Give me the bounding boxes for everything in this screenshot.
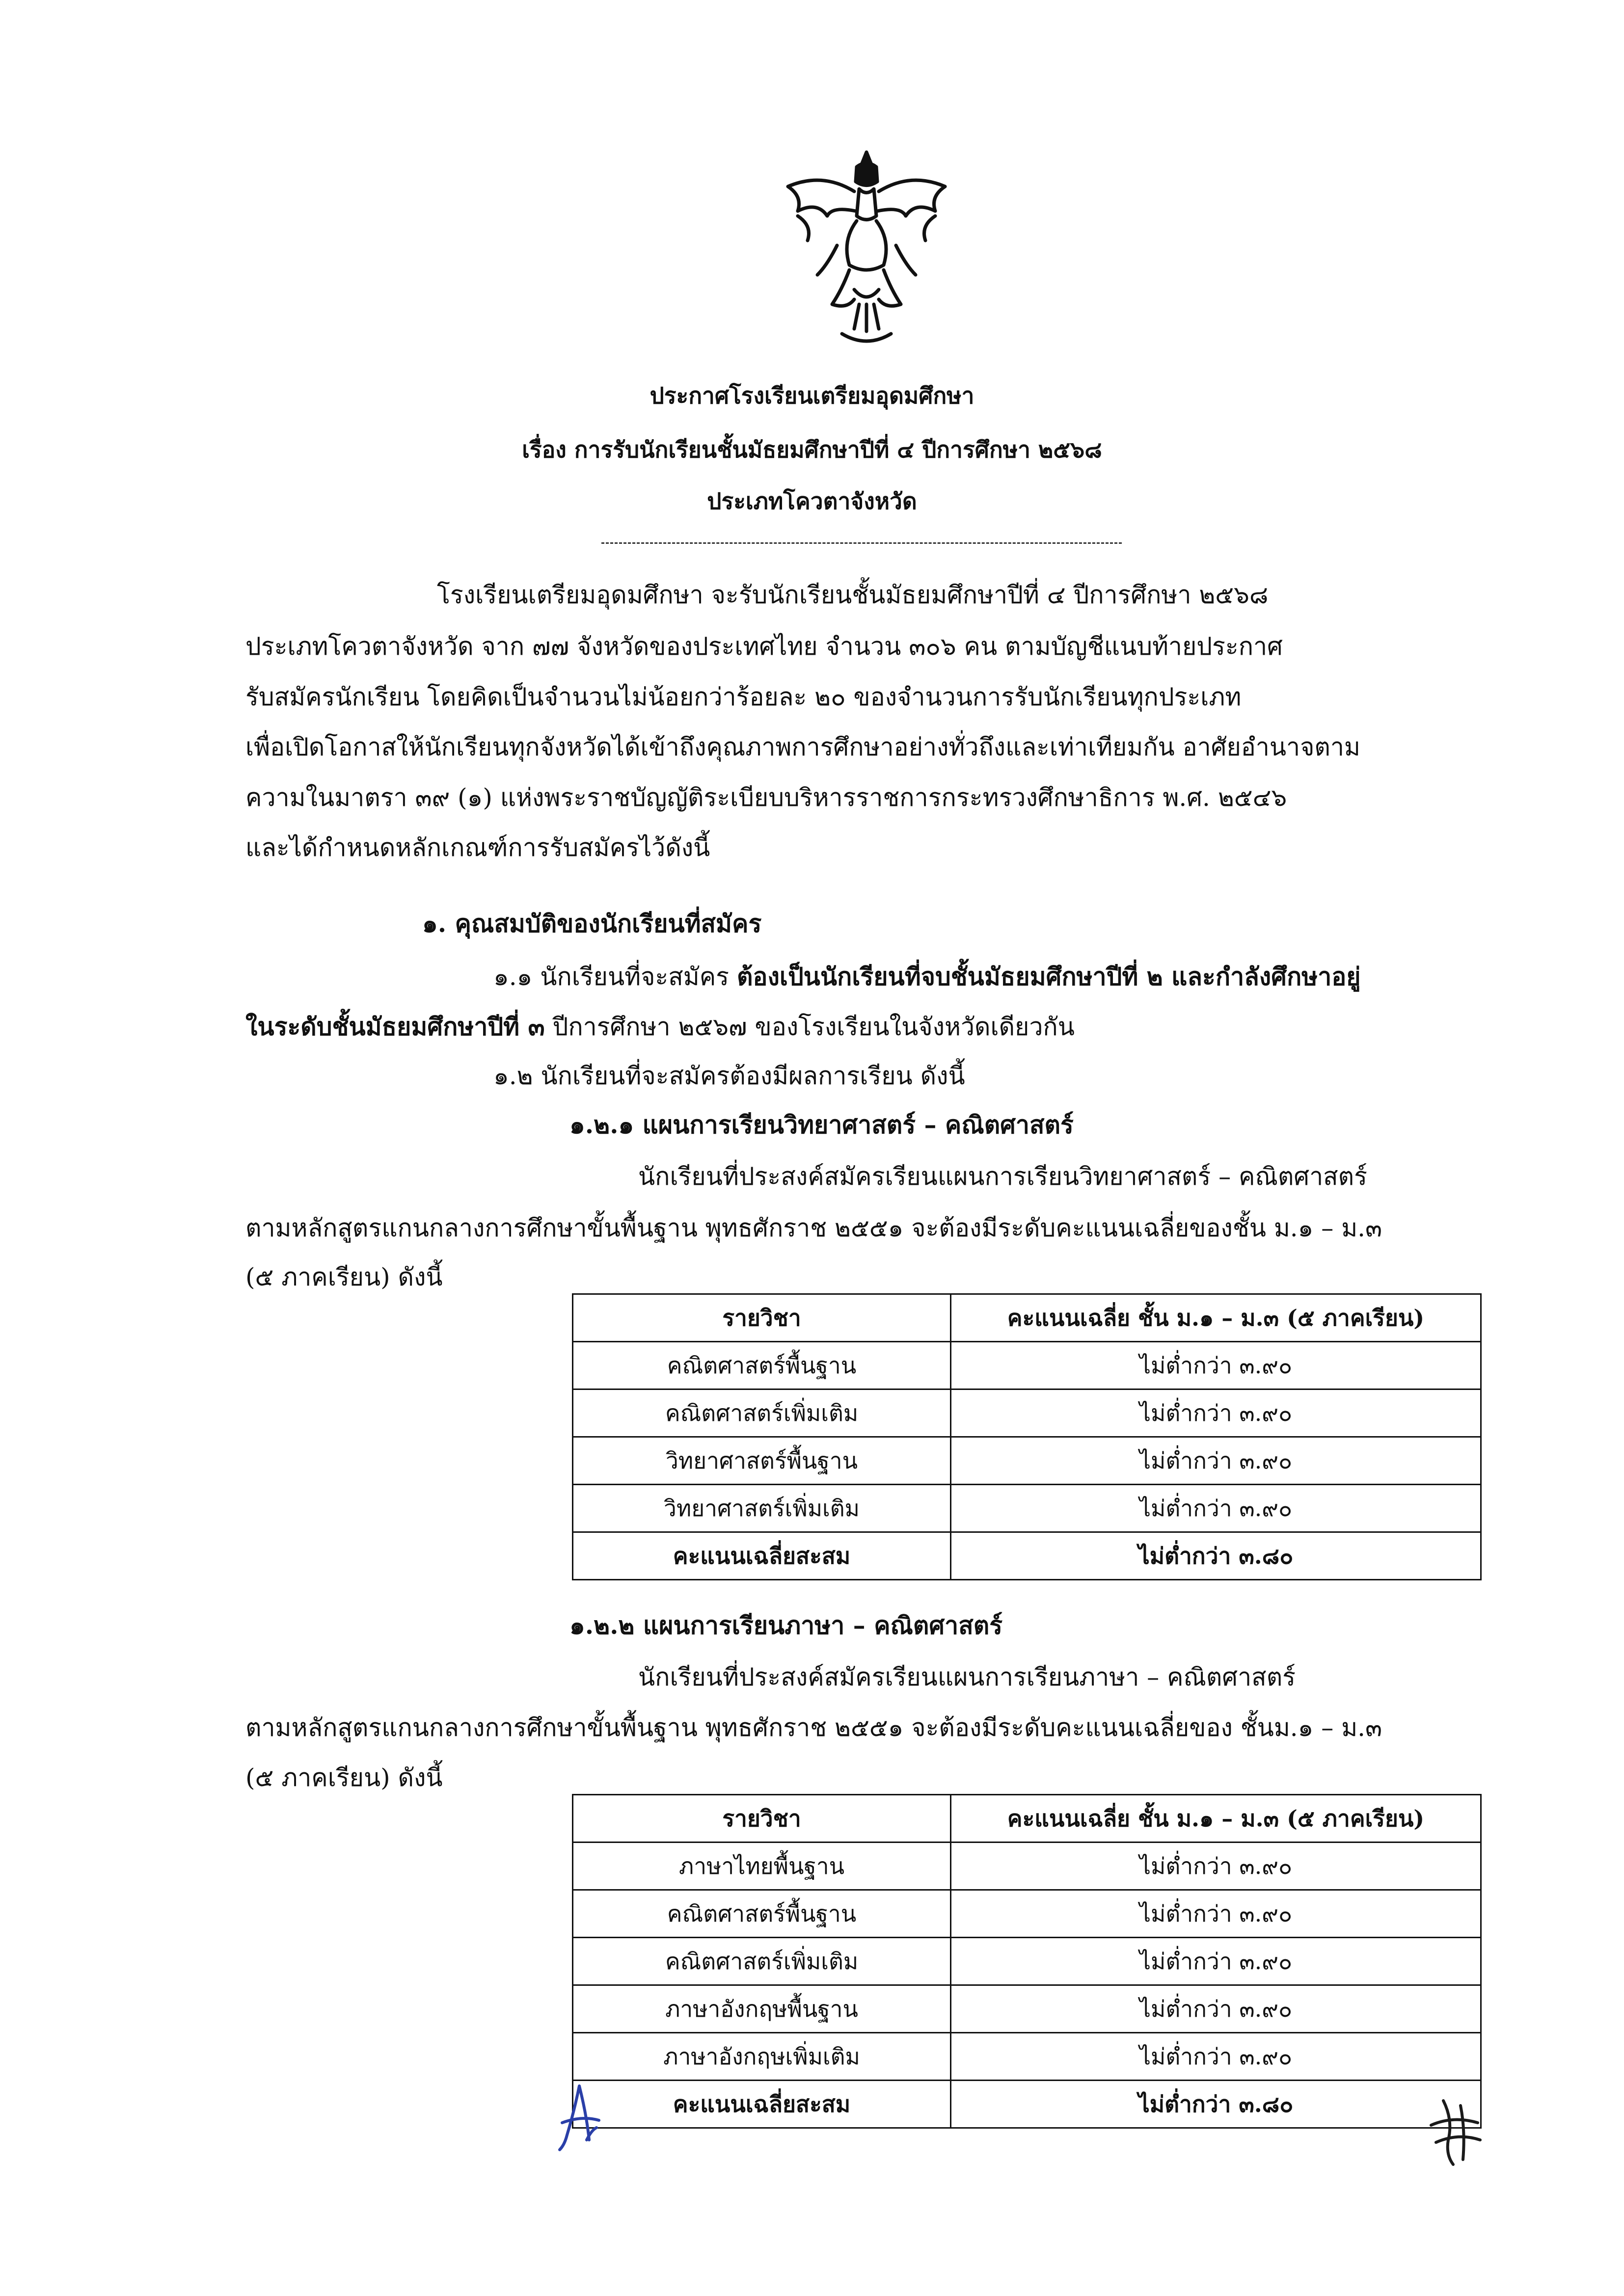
plan-2-score-table	[572, 1794, 1482, 2129]
subject-cell: คณิตศาสตร์พื้นฐาน	[573, 1890, 951, 1938]
intro-line-5: ความในมาตรา ๓๙ (๑) แห่งพระราชบัญญัติระเบียบบริหารราชการกระทรวงศึกษาธิการ พ.ศ. ๒๕๔๖	[245, 783, 1287, 812]
table-row	[573, 1437, 1481, 1485]
score-cell: ไม่ต่ำกว่า ๓.๙๐	[951, 1890, 1481, 1938]
score-cell: ไม่ต่ำกว่า ๓.๙๐	[951, 2033, 1481, 2081]
item-1-1-line-2	[245, 1011, 1075, 1042]
score-cell: ไม่ต่ำกว่า ๓.๙๐	[951, 1342, 1481, 1389]
initial-signature-left-icon	[552, 2081, 606, 2155]
plan-1-score-table	[572, 1293, 1482, 1580]
summary-score: ไม่ต่ำกว่า ๓.๘๐	[951, 2081, 1481, 2128]
table-row	[573, 1842, 1481, 1890]
plan-1-desc-1: นักเรียนที่ประสงค์สมัครเรียนแผนการเรียนวิทยาศาสตร์ – คณิตศาสตร์	[638, 1162, 1368, 1191]
subject-cell: ภาษาอังกฤษพื้นฐาน	[573, 1985, 951, 2033]
col-subject-header: รายวิชา	[573, 1294, 951, 1342]
subject-cell: คณิตศาสตร์เพิ่มเติม	[573, 1389, 951, 1437]
table-summary-row	[573, 1532, 1481, 1580]
plan-1-heading: ๑.๒.๑ แผนการเรียนวิทยาศาสตร์ – คณิตศาสตร์	[569, 1110, 1074, 1139]
plan-2-heading: ๑.๒.๒ แผนการเรียนภาษา – คณิตศาสตร์	[569, 1611, 1003, 1640]
score-cell: ไม่ต่ำกว่า ๓.๙๐	[951, 1985, 1481, 2033]
plan-2-desc-1: นักเรียนที่ประสงค์สมัครเรียนแผนการเรียนภาษา – คณิตศาสตร์	[638, 1663, 1296, 1691]
table-row	[573, 2033, 1481, 2081]
garuda-emblem-icon	[768, 142, 965, 358]
intro-line-3: รับสมัครนักเรียน โดยคิดเป็นจำนวนไม่น้อยกว่าร้อยละ ๒๐ ของจำนวนการรับนักเรียนทุกประเภท	[245, 683, 1242, 711]
score-cell: ไม่ต่ำกว่า ๓.๙๐	[951, 1389, 1481, 1437]
item-1-1-emphasis-2: ในระดับชั้นมัธยมศึกษาปีที่ ๓	[245, 1012, 545, 1041]
summary-score: ไม่ต่ำกว่า ๓.๘๐	[951, 1532, 1481, 1580]
plan-2-desc-3: (๕ ภาคเรียน) ดังนี้	[245, 1763, 443, 1792]
intro-line-2: ประเภทโควตาจังหวัด จาก ๗๗ จังหวัดของประเทศไทย จำนวน ๓๐๖ คน ตามบัญชีแนบท้ายประกาศ	[245, 632, 1283, 661]
table-row	[573, 1938, 1481, 1985]
table-row	[573, 1389, 1481, 1437]
plan-1-desc-3: (๕ ภาคเรียน) ดังนี้	[245, 1263, 443, 1291]
title-line-1: ประกาศโรงเรียนเตรียมอุดมศึกษา	[650, 382, 974, 409]
item-1-1-tail: ปีการศึกษา ๒๕๖๗ ของโรงเรียนในจังหวัดเดียวกัน	[544, 1013, 1075, 1041]
plan-2-desc-2: ตามหลักสูตรแกนกลางการศึกษาขั้นพื้นฐาน พุทธศักราช ๒๕๕๑ จะต้องมีระดับคะแนนเฉลี่ยของ ชั้นม.๑ – ม.๓	[245, 1713, 1382, 1742]
subject-cell: คณิตศาสตร์พื้นฐาน	[573, 1342, 951, 1389]
item-1-1-lead: ๑.๑ นักเรียนที่จะสมัคร	[493, 962, 737, 991]
subject-cell: ภาษาไทยพื้นฐาน	[573, 1842, 951, 1890]
col-subject-header: รายวิชา	[573, 1795, 951, 1842]
score-cell: ไม่ต่ำกว่า ๓.๙๐	[951, 1842, 1481, 1890]
intro-line-4: เพื่อเปิดโอกาสให้นักเรียนทุกจังหวัดได้เข้าถึงคุณภาพการศึกษาอย่างทั่วถึงและเท่าเทียมกัน อาศัยอำนาจตาม	[245, 733, 1360, 761]
subject-cell: ภาษาอังกฤษเพิ่มเติม	[573, 2033, 951, 2081]
score-cell: ไม่ต่ำกว่า ๓.๙๐	[951, 1437, 1481, 1485]
summary-label: คะแนนเฉลี่ยสะสม	[573, 1532, 951, 1580]
section-1-title: ๑. คุณสมบัติของนักเรียนที่สมัคร	[422, 909, 762, 938]
table-summary-row	[573, 2081, 1481, 2128]
item-1-1-emphasis: ต้องเป็นนักเรียนที่จบชั้นมัธยมศึกษาปีที่ ๒ และกำลังศึกษาอยู่	[736, 962, 1361, 991]
title-subject: เรื่อง การรับนักเรียนชั้นมัธยมศึกษาปีที่ ๔ ปีการศึกษา ๒๕๖๘	[522, 436, 1102, 463]
table-row	[573, 1485, 1481, 1532]
col-score-header: คะแนนเฉลี่ย ชั้น ม.๑ – ม.๓ (๕ ภาคเรียน)	[951, 1795, 1481, 1842]
subject-cell: วิทยาศาสตร์พื้นฐาน	[573, 1437, 951, 1485]
item-1-2: ๑.๒ นักเรียนที่จะสมัครต้องมีผลการเรียน ดังนี้	[493, 1062, 965, 1090]
summary-label: คะแนนเฉลี่ยสะสม	[573, 2081, 951, 2128]
item-1-1-line-1	[493, 961, 1361, 992]
col-score-header: คะแนนเฉลี่ย ชั้น ม.๑ – ม.๓ (๕ ภาคเรียน)	[951, 1294, 1481, 1342]
header-divider	[601, 542, 1122, 544]
table-header-row	[573, 1294, 1481, 1342]
subject-cell: คณิตศาสตร์เพิ่มเติม	[573, 1938, 951, 1985]
initial-signature-right-icon	[1424, 2096, 1488, 2169]
intro-line-6: และได้กำหนดหลักเกณฑ์การรับสมัครไว้ดังนี้	[245, 833, 710, 862]
plan-1-desc-2: ตามหลักสูตรแกนกลางการศึกษาขั้นพื้นฐาน พุทธศักราช ๒๕๕๑ จะต้องมีระดับคะแนนเฉลี่ยของชั้น ม.๑ – ม.๓	[245, 1214, 1382, 1242]
subject-cell: วิทยาศาสตร์เพิ่มเติม	[573, 1485, 951, 1532]
score-cell: ไม่ต่ำกว่า ๓.๙๐	[951, 1485, 1481, 1532]
title-line-3: ประเภทโควตาจังหวัด	[707, 488, 917, 514]
table-row	[573, 1985, 1481, 2033]
intro-line-1: โรงเรียนเตรียมอุดมศึกษา จะรับนักเรียนชั้นมัธยมศึกษาปีที่ ๔ ปีการศึกษา ๒๕๖๘	[437, 581, 1269, 609]
table-row	[573, 1890, 1481, 1938]
table-header-row	[573, 1795, 1481, 1842]
table-row	[573, 1342, 1481, 1389]
score-cell: ไม่ต่ำกว่า ๓.๙๐	[951, 1938, 1481, 1985]
